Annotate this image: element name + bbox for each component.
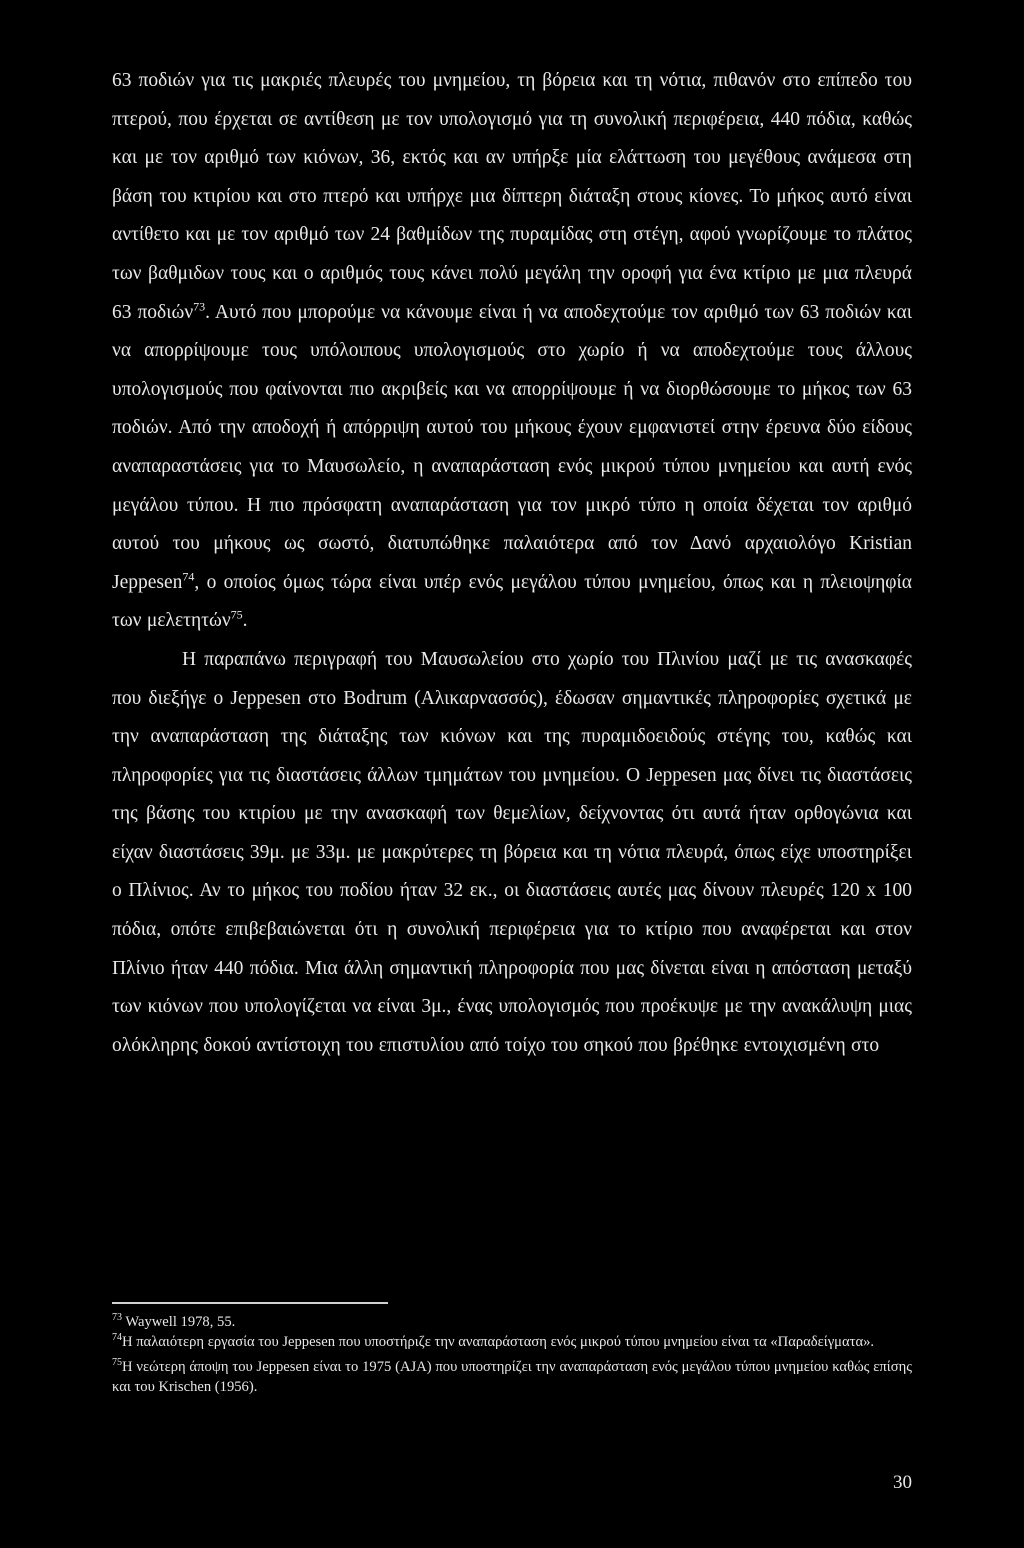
- footnote-ref-75: 75: [230, 607, 243, 622]
- paragraph-2: [112, 641, 912, 1066]
- paragraph-text: .: [242, 610, 248, 632]
- footnote-ref-74: 74: [182, 569, 195, 584]
- footnote-73: [112, 1312, 912, 1332]
- footnotes: [112, 1302, 912, 1397]
- paragraph-text: Η παραπάνω περιγραφή του Μαυσωλείου στο χωρίο του Πλινίου μαζί με τις ανασκαφές που διεξήγε ο Jeppesen στο Bodrum (Αλικαρνασσός), έδωσαν σημαντικές πληροφορίες σχετικά με την αναπαράσταση της διάταξης των κιόνων και της πυραμιδοειδούς στέγης του, καθώς και πληροφορίες για τις διαστάσεις άλλων τμημάτων του μνημείου. Ο Jeppesen μας δίνει τις διαστάσεις της βάσης του κτιρίου με την ανασκαφή των θεμελίων, δείχνοντας ότι αυτά ήταν ορθογώνια και είχαν διαστάσεις 39μ. με 33μ. με μακρύτερες τη βόρεια και τη νότια πλευρά, όπως είχε υποστηρίξει ο Πλίνιος. Αν το μήκος του ποδίου ήταν 32 εκ., οι διαστάσεις αυτές μας δίνουν πλευρές 120 x 100 πόδια, οπότε επιβεβαιώνεται ότι η συνολική περιφέρεια για το κτίριο που αναφέρεται και στον Πλίνιο ήταν 440 πόδια. Μια άλλη σημαντική πληροφορία που μας δίνεται είναι η απόσταση μεταξύ των κιόνων που υπολογίζεται να είναι 3μ., ένας υπολογισμός που προέκυψε με την ανακάλυψη μιας ολόκληρης δοκού αντίστοιχη του επιστυλίου από τοίχο του σηκού που βρέθηκε εντοιχισμένη στο: [112, 648, 912, 1056]
- paragraph-text: , ο οποίος όμως τώρα είναι υπέρ ενός μεγάλου τύπου μνημείου, όπως και η πλειοψηφία των μελετητών: [112, 571, 912, 632]
- footnote-number: 74: [112, 1331, 122, 1343]
- footnote-ref-73: 73: [193, 299, 206, 314]
- footnote-text: Η νεώτερη άποψη του Jeppesen είναι το 1975 (AJA) που υποστηρίζει την αναπαράσταση ενός μεγάλου τύπου μνημείου καθώς επίσης και του Krischen (1956).: [112, 1358, 912, 1395]
- footnote-divider: [112, 1302, 388, 1304]
- footnote-75: [112, 1357, 912, 1397]
- footnote-number: 73: [112, 1311, 122, 1323]
- footnote-text: Η παλαιότερη εργασία του Jeppesen που υποστήριζε την αναπαράσταση ενός μικρού τύπου μνημείου είναι τα «Παραδείγματα».: [122, 1333, 875, 1350]
- document-body: [112, 62, 912, 1065]
- paragraph-text: . Αυτό που μπορούμε να κάνουμε είναι ή να αποδεχτούμε τον αριθμό των 63 ποδιών και να απορρίψουμε τους υπόλοιπους υπολογισμούς στο χωρίο ή να αποδεχτούμε τους άλλους υπολογισμούς που φαίνονται πιο ακριβείς και να απορρίψουμε ή να διορθώσουμε το μήκος των 63 ποδιών. Από την αποδοχή ή απόρριψη αυτού του μήκους έχουν εμφανιστεί στην έρευνα δύο είδους αναπαραστάσεις για το Μαυσωλείο, η αναπαράσταση ενός μικρού τύπου μνημείου και αυτή ενός μεγάλου τύπου. Η πιο πρόσφατη αναπαράσταση για τον μικρό τύπο η οποία δέχεται τον αριθμό αυτού του μήκους ως σωστό, διατυπώθηκε παλαιότερα από τον Δανό αρχαιολόγο Kristian Jeppesen: [112, 301, 912, 593]
- page-number: 30: [893, 1472, 912, 1493]
- footnote-text: Waywell 1978, 55.: [122, 1313, 236, 1330]
- footnote-74: [112, 1332, 912, 1352]
- paragraph-text: 63 ποδιών για τις μακριές πλευρές του μνημείου, τη βόρεια και τη νότια, πιθανόν στο επίπεδο του πτερού, που έρχεται σε αντίθεση με τον υπολογισμό για τη συνολική περιφέρεια, 440 πόδια, καθώς και με τον αριθμό των κιόνων, 36, εκτός και αν υπήρξε μία ελάττωση του μεγέθους ανάμεσα στη βάση του κτιρίου και στο πτερό και υπήρχε μια δίπτερη διάταξη στους κίονες. Το μήκος αυτό είναι αντίθετο και με τον αριθμό των 24 βαθμίδων της πυραμίδας στη στέγη, αφού γνωρίζουμε το πλάτος των βαθμιδων τους και ο αριθμός τους κάνει πολύ μεγάλη την οροφή για ένα κτίριο με μια πλευρά 63 ποδιών: [112, 70, 912, 323]
- paragraph-1: [112, 62, 912, 641]
- footnote-number: 75: [112, 1356, 122, 1368]
